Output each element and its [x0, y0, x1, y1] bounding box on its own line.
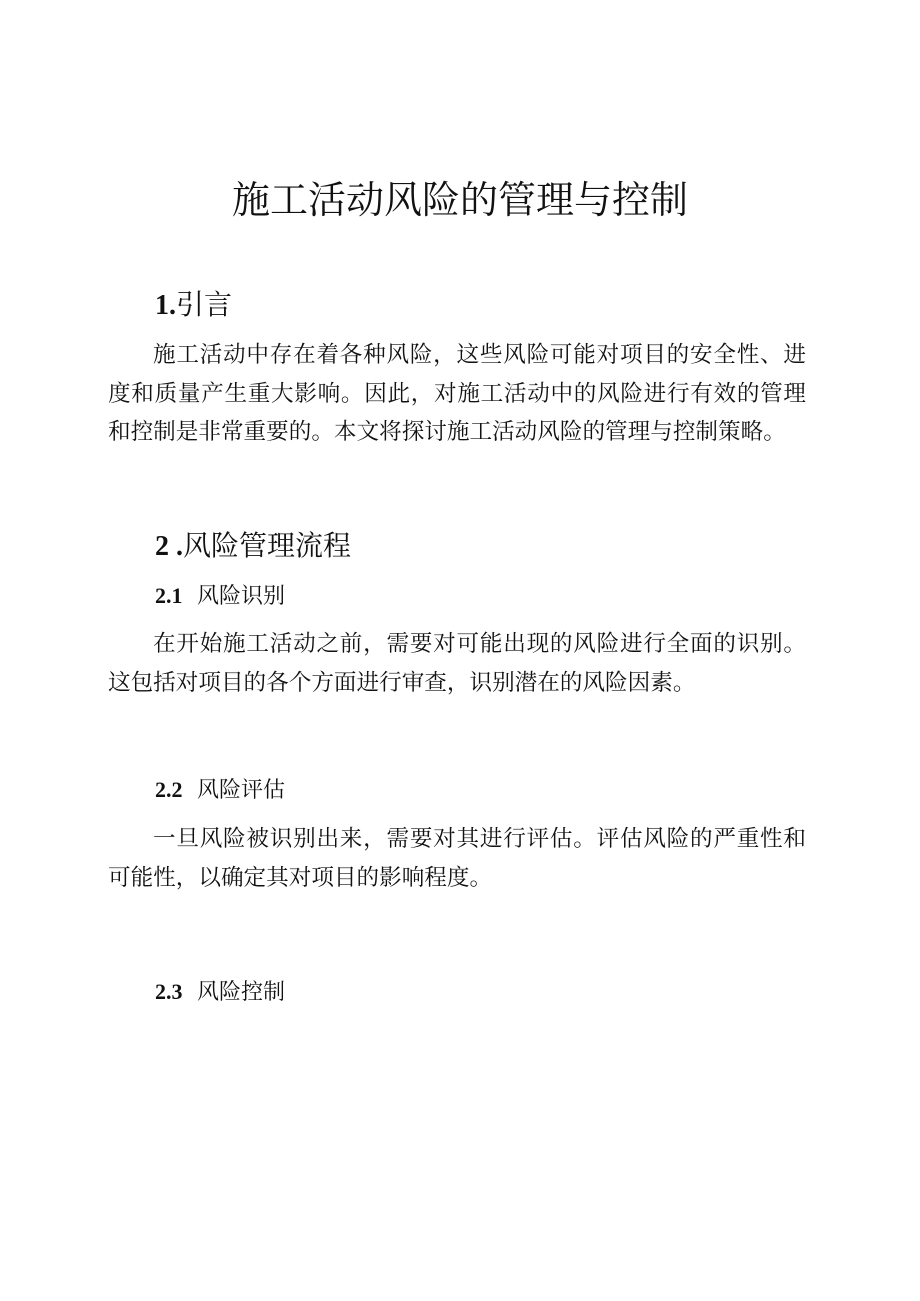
- subsection-heading-risk-control: [155, 977, 285, 1008]
- subsection-number: 2.1: [155, 583, 183, 608]
- section-number: 1.: [155, 290, 176, 321]
- subsection-heading-risk-assessment: [155, 775, 285, 806]
- subsection-title: 风险控制: [197, 980, 286, 1005]
- section-title: 引言: [176, 288, 233, 321]
- document-title: 施工活动风险的管理与控制: [231, 178, 688, 222]
- section-heading-risk-process: [155, 528, 351, 565]
- subsection-title: 风险评估: [197, 778, 286, 803]
- risk-identification-paragraph: 在开始施工活动之前，需要对可能出现的风险进行全面的识别。这包括对项目的各个方面进行审查，识别潜在的风险因素。: [108, 631, 806, 696]
- subsection-title: 风险识别: [197, 584, 286, 609]
- subsection-number: 2.2: [155, 777, 183, 802]
- section-heading-intro: [155, 287, 232, 324]
- risk-assessment-paragraph: 一旦风险被识别出来，需要对其进行评估。评估风险的严重性和可能性，以确定其对项目的影响程度。: [108, 826, 806, 891]
- subsection-number: 2.3: [155, 979, 183, 1004]
- intro-paragraph: 施工活动中存在着各种风险，这些风险可能对项目的安全性、进度和质量产生重大影响。因此，对施工活动中的风险进行有效的管理和控制是非常重要的。本文将探讨施工活动风险的管理与控制策略。: [108, 342, 806, 445]
- subsection-heading-risk-identification: [155, 581, 285, 612]
- section-number: 2 .: [155, 531, 183, 562]
- section-title: 风险管理流程: [183, 529, 352, 562]
